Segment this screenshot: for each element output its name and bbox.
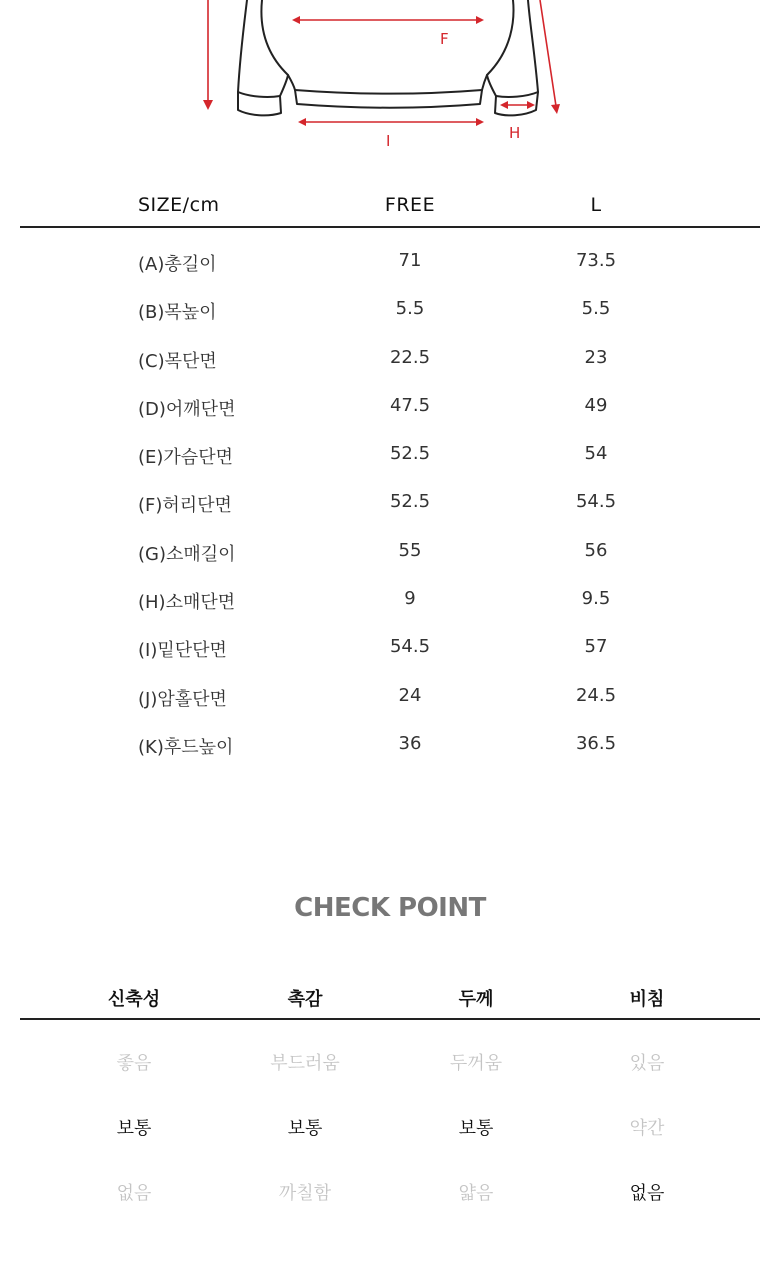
row-label: (D)어깨단면 <box>138 398 236 420</box>
check-option-selected: 보통 <box>116 1118 152 1139</box>
row-l-value: 57 <box>584 636 608 658</box>
check-point-table <box>20 980 760 1215</box>
check-point-body <box>20 1020 760 1215</box>
table-row <box>20 518 760 566</box>
check-option: 부드러움 <box>270 1053 340 1074</box>
check-option-selected: 보통 <box>287 1118 323 1139</box>
row-free-value: 22.5 <box>389 346 431 368</box>
size-table-header <box>20 190 760 228</box>
row-free-value: 71 <box>398 250 422 271</box>
row-label: (C)목단면 <box>138 350 217 372</box>
check-option: 두꺼움 <box>449 1053 503 1074</box>
row-l-value: 24.5 <box>575 684 617 706</box>
check-option-selected: 보통 <box>458 1118 494 1139</box>
row-label: (F)허리단면 <box>138 495 232 517</box>
row-label: (E)가슴단면 <box>138 447 233 469</box>
header-elasticity: 신축성 <box>107 989 161 1010</box>
check-point-header <box>20 980 760 1020</box>
row-l-value: 54.5 <box>575 491 617 513</box>
row-l-value: 5.5 <box>581 298 611 320</box>
row-l-value: 56 <box>584 539 608 561</box>
header-texture: 촉감 <box>287 989 323 1010</box>
row-label: (B)목높이 <box>138 302 217 324</box>
check-option: 얇음 <box>458 1183 494 1204</box>
check-option: 있음 <box>629 1053 665 1074</box>
check-option-selected: 없음 <box>629 1183 665 1204</box>
check-option: 약간 <box>629 1118 665 1139</box>
row-free-value: 36 <box>398 732 422 754</box>
row-label: (J)암홀단면 <box>138 688 227 710</box>
table-row <box>20 614 760 662</box>
row-l-value: 49 <box>584 394 608 416</box>
dimension-label-i: I <box>386 132 391 150</box>
row-l-value: 9.5 <box>581 588 611 610</box>
check-point-title: CHECK POINT <box>294 893 486 923</box>
row-l-value: 23 <box>584 346 608 368</box>
header-thickness: 두께 <box>458 989 494 1010</box>
table-row <box>20 469 760 517</box>
row-free-value: 52.5 <box>389 443 431 465</box>
size-table <box>20 190 760 759</box>
check-option: 없음 <box>116 1183 152 1204</box>
check-point-row <box>20 1085 760 1150</box>
header-sheerness: 비침 <box>629 989 665 1010</box>
check-point-row <box>20 1150 760 1215</box>
table-row <box>20 325 760 373</box>
row-free-value: 52.5 <box>389 491 431 513</box>
row-label: (H)소매단면 <box>138 592 236 614</box>
header-free: FREE <box>384 194 436 216</box>
check-option: 좋음 <box>116 1053 152 1074</box>
row-label: (K)후드높이 <box>138 736 234 758</box>
row-free-value: 55 <box>398 539 422 561</box>
table-row <box>20 276 760 324</box>
dimension-label-h: H <box>509 124 521 142</box>
table-row <box>20 373 760 421</box>
table-row <box>20 228 760 276</box>
header-l: L <box>590 194 602 216</box>
row-label: (I)밑단단면 <box>138 640 227 662</box>
table-row <box>20 421 760 469</box>
row-l-value: 73.5 <box>575 250 617 271</box>
garment-diagram <box>0 0 780 160</box>
check-point-row <box>20 1020 760 1085</box>
dimension-label-f: F <box>440 30 449 48</box>
row-label: (A)총길이 <box>138 254 217 275</box>
table-row <box>20 663 760 711</box>
table-row <box>20 711 760 759</box>
row-l-value: 54 <box>584 443 608 465</box>
row-free-value: 5.5 <box>395 298 425 320</box>
table-row <box>20 566 760 614</box>
row-l-value: 36.5 <box>575 732 617 754</box>
check-option: 까칠함 <box>278 1183 332 1204</box>
row-free-value: 47.5 <box>389 394 431 416</box>
row-free-value: 54.5 <box>389 636 431 658</box>
size-table-body <box>20 228 760 759</box>
row-label: (G)소매길이 <box>138 543 236 565</box>
row-free-value: 9 <box>404 588 416 610</box>
header-size-cm: SIZE/cm <box>138 194 220 216</box>
hoodie-outline-illustration <box>0 0 780 160</box>
row-free-value: 24 <box>398 684 422 706</box>
